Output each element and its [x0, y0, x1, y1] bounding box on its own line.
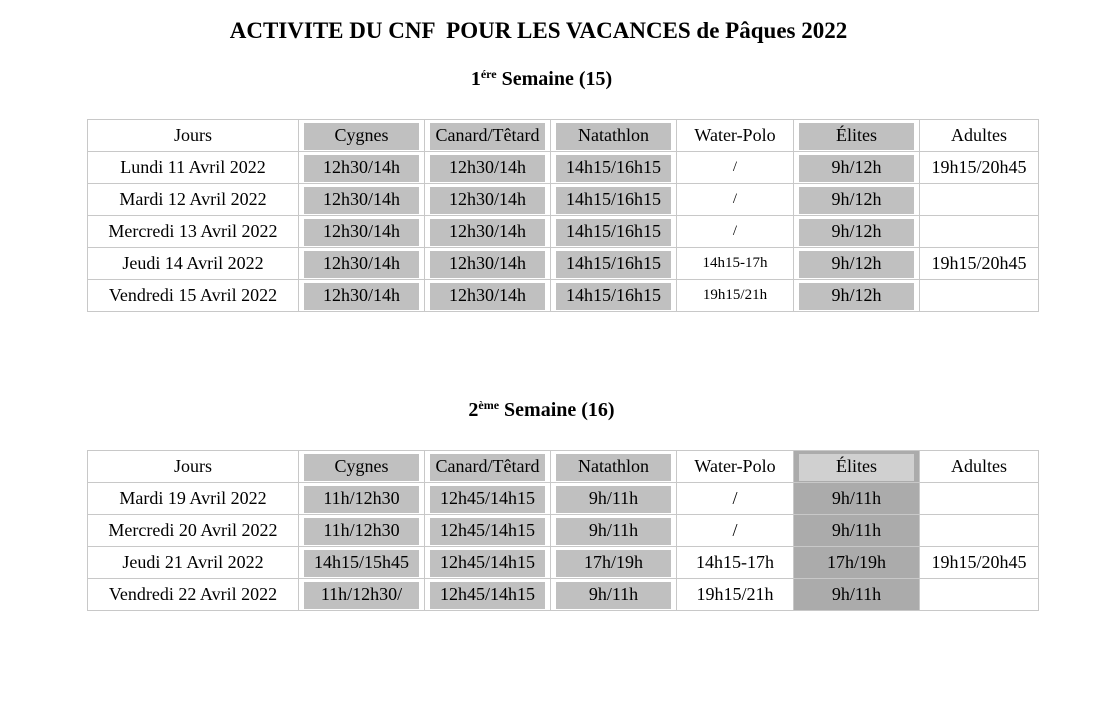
week1-cell-cygnes [299, 184, 425, 216]
week1-cell-cygnes [299, 152, 425, 184]
week1-header-elites [794, 120, 920, 152]
week2-cell-canard-tetard [425, 547, 551, 579]
week2-header-jours [88, 451, 299, 483]
week1-header-water-polo [677, 120, 794, 152]
week1-header-canard-tetard [425, 120, 551, 152]
cell-value: Jeudi 21 Avril 2022 [122, 552, 264, 572]
week2-cell-jours [88, 483, 299, 515]
cell-value: 12h30/14h [448, 189, 526, 209]
cell-value: 14h15/16h15 [565, 157, 661, 177]
cell-value: 9h/11h [588, 488, 639, 508]
week2-cell-cygnes [299, 579, 425, 611]
week2-cell-natathlon [551, 515, 677, 547]
header-label: Jours [173, 456, 212, 476]
week1-cell-elites [794, 216, 920, 248]
header-label: Natathlon [578, 456, 649, 476]
week1-cell-canard-tetard [425, 152, 551, 184]
cell-value: Vendredi 15 Avril 2022 [108, 285, 278, 305]
cell-value: 9h/12h [831, 285, 882, 305]
week1-cell-elites [794, 152, 920, 184]
cell-value: 11h/12h30 [323, 488, 400, 508]
header-label: Adultes [951, 456, 1007, 476]
table-row [88, 184, 1039, 216]
cell-value: 12h45/14h15 [439, 552, 535, 572]
cell-value: 12h30/14h [322, 221, 400, 241]
week2-cell-adultes [920, 547, 1039, 579]
cell-value: 14h15/16h15 [565, 221, 661, 241]
week1-cell-jours [88, 280, 299, 312]
cell-value: 9h/12h [831, 253, 882, 273]
header-label: Natathlon [578, 125, 649, 145]
week1-cell-natathlon [551, 216, 677, 248]
week2-title-sup: ème [478, 398, 500, 412]
week2-cell-natathlon [551, 547, 677, 579]
week2-header-natathlon [551, 451, 677, 483]
week1-cell-water-polo [677, 152, 794, 184]
cell-value: 9h/11h [588, 520, 639, 540]
cell-value: 19h15/20h45 [931, 552, 1027, 572]
cell-value: 9h/11h [588, 584, 639, 604]
cell-value: Mercredi 13 Avril 2022 [108, 221, 278, 241]
week2-cell-adultes [920, 483, 1039, 515]
cell-value: 17h/19h [826, 552, 886, 572]
cell-value: Mardi 19 Avril 2022 [119, 488, 267, 508]
cell-value: 12h30/14h [322, 189, 400, 209]
week1-cell-water-polo [677, 184, 794, 216]
week1-cell-water-polo [677, 280, 794, 312]
header-label: Canard/Têtard [435, 456, 540, 476]
week2-cell-natathlon [551, 579, 677, 611]
cell-value: 9h/12h [831, 189, 882, 209]
cell-value: / [732, 223, 738, 239]
week2-cell-adultes [920, 579, 1039, 611]
cell-value: 9h/11h [831, 520, 882, 540]
cell-value: 12h30/14h [322, 285, 400, 305]
week1-header-cygnes [299, 120, 425, 152]
cell-value: 12h30/14h [322, 157, 400, 177]
cell-value: / [732, 488, 738, 508]
week2-cell-canard-tetard [425, 483, 551, 515]
cell-value: 11h/12h30/ [320, 584, 403, 604]
week2-schedule-table [87, 450, 1039, 611]
week1-cell-elites [794, 184, 920, 216]
cell-value: 14h15/16h15 [565, 189, 661, 209]
header-label: Water-Polo [694, 456, 776, 476]
week2-title [0, 398, 1083, 422]
cell-value: Mercredi 20 Avril 2022 [108, 520, 278, 540]
week1-cell-canard-tetard [425, 248, 551, 280]
cell-value: 11h/12h30 [323, 520, 400, 540]
week1-cell-jours [88, 184, 299, 216]
week1-cell-cygnes [299, 280, 425, 312]
week1-cell-jours [88, 248, 299, 280]
week1-cell-canard-tetard [425, 184, 551, 216]
week1-title [0, 67, 1083, 91]
week1-cell-water-polo [677, 248, 794, 280]
cell-value: / [732, 191, 738, 207]
week1-title-sup: ére [480, 67, 497, 81]
week2-header-water-polo [677, 451, 794, 483]
week1-cell-jours [88, 216, 299, 248]
week1-cell-adultes [920, 216, 1039, 248]
header-label: Élites [836, 125, 877, 145]
week2-cell-elites [794, 547, 920, 579]
week2-title-rest: Semaine (16) [499, 399, 615, 421]
cell-value: 14h15/15h45 [313, 552, 409, 572]
cell-value: 14h15-17h [696, 552, 774, 572]
cell-value: / [732, 159, 738, 175]
cell-value: 12h45/14h15 [439, 520, 535, 540]
week2-title-num: 2 [468, 399, 479, 421]
week2-cell-jours [88, 579, 299, 611]
week1-cell-adultes [920, 248, 1039, 280]
cell-value: Jeudi 14 Avril 2022 [122, 253, 264, 273]
week2-header-cygnes [299, 451, 425, 483]
week1-cell-natathlon [551, 280, 677, 312]
cell-value: 12h30/14h [448, 221, 526, 241]
week2-cell-natathlon [551, 483, 677, 515]
week2-header-canard-tetard [425, 451, 551, 483]
cell-value: Vendredi 22 Avril 2022 [108, 584, 278, 604]
table-row [88, 483, 1039, 515]
week2-header-row [88, 451, 1039, 483]
week1-cell-adultes [920, 152, 1039, 184]
cell-value: / [732, 520, 738, 540]
week1-header-row [88, 120, 1039, 152]
table-row [88, 248, 1039, 280]
cell-value: 12h45/14h15 [439, 584, 535, 604]
cell-value: Mardi 12 Avril 2022 [119, 189, 267, 209]
cell-value: 9h/12h [831, 157, 882, 177]
week1-title-rest: Semaine (15) [496, 68, 613, 90]
week2-header-adultes [920, 451, 1039, 483]
week2-cell-elites [794, 483, 920, 515]
header-label: Canard/Têtard [435, 125, 540, 145]
cell-value: 9h/12h [831, 221, 882, 241]
week2-cell-elites [794, 579, 920, 611]
cell-value: 14h15-17h [702, 255, 768, 271]
week2-cell-jours [88, 547, 299, 579]
week1-cell-elites [794, 280, 920, 312]
cell-value: 9h/11h [831, 584, 882, 604]
cell-value: 19h15/20h45 [931, 157, 1027, 177]
cell-value: 12h30/14h [322, 253, 400, 273]
week1-header-natathlon [551, 120, 677, 152]
page-title: ACTIVITE DU CNF POUR LES VACANCES de Pâques 2022 [229, 18, 848, 43]
week1-cell-adultes [920, 280, 1039, 312]
cell-value: 9h/11h [831, 488, 882, 508]
table-row [88, 547, 1039, 579]
week2-cell-water-polo [677, 515, 794, 547]
table-row [88, 280, 1039, 312]
week2-cell-cygnes [299, 547, 425, 579]
week1-schedule-table [87, 119, 1039, 312]
header-label: Cygnes [334, 456, 389, 476]
cell-value: Lundi 11 Avril 2022 [120, 157, 266, 177]
week1-cell-natathlon [551, 152, 677, 184]
header-label: Adultes [951, 125, 1007, 145]
week1-cell-natathlon [551, 184, 677, 216]
week2-cell-water-polo [677, 547, 794, 579]
week2-cell-elites [794, 515, 920, 547]
cell-value: 12h30/14h [448, 285, 526, 305]
week1-cell-water-polo [677, 216, 794, 248]
table-row [88, 579, 1039, 611]
week1-title-num: 1 [470, 68, 481, 90]
cell-value: 19h15/20h45 [931, 253, 1027, 273]
header-label: Water-Polo [694, 125, 776, 145]
week2-cell-cygnes [299, 483, 425, 515]
week1-header-adultes [920, 120, 1039, 152]
week1-cell-canard-tetard [425, 216, 551, 248]
week1-cell-elites [794, 248, 920, 280]
week2-cell-canard-tetard [425, 579, 551, 611]
table-row [88, 216, 1039, 248]
header-label: Jours [173, 125, 212, 145]
header-label: Élites [836, 456, 877, 476]
week1-cell-jours [88, 152, 299, 184]
cell-value: 19h15/21h [696, 584, 774, 604]
cell-value: 14h15/16h15 [565, 285, 661, 305]
week1-cell-adultes [920, 184, 1039, 216]
week1-cell-cygnes [299, 248, 425, 280]
cell-value: 12h45/14h15 [439, 488, 535, 508]
table-row [88, 152, 1039, 184]
table-row [88, 515, 1039, 547]
week2-cell-water-polo [677, 579, 794, 611]
cell-value: 17h/19h [583, 552, 643, 572]
week2-cell-water-polo [677, 483, 794, 515]
week1-cell-canard-tetard [425, 280, 551, 312]
cell-value: 12h30/14h [448, 253, 526, 273]
cell-value: 12h30/14h [448, 157, 526, 177]
week1-header-jours [88, 120, 299, 152]
header-label: Cygnes [334, 125, 389, 145]
week1-cell-natathlon [551, 248, 677, 280]
week2-cell-adultes [920, 515, 1039, 547]
cell-value: 14h15/16h15 [565, 253, 661, 273]
week1-cell-cygnes [299, 216, 425, 248]
week2-cell-jours [88, 515, 299, 547]
cell-value: 19h15/21h [702, 287, 768, 303]
week2-header-elites [794, 451, 920, 483]
week2-cell-canard-tetard [425, 515, 551, 547]
week2-cell-cygnes [299, 515, 425, 547]
